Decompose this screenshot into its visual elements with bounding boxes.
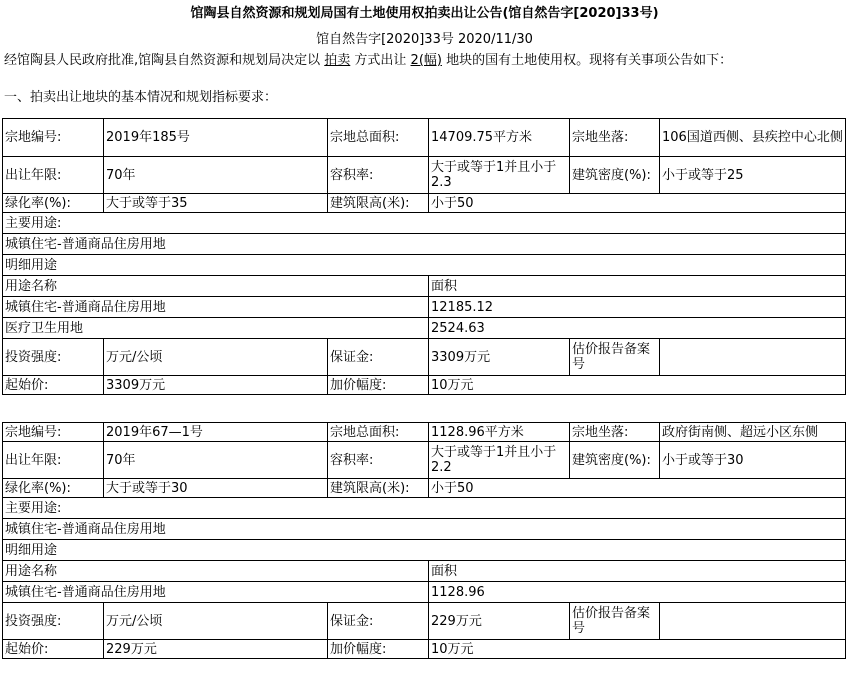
value-green: 大于或等于30 (104, 479, 328, 498)
table-row (3, 376, 846, 395)
label-use-name: 用途名称 (3, 276, 429, 297)
value-location: 106国道西侧、县疾控中心北侧 (660, 119, 846, 157)
value-main-use: 城镇住宅-普通商品住房用地 (3, 234, 846, 255)
use-name: 城镇住宅-普通商品住房用地 (3, 582, 429, 603)
label-height-limit: 建筑限高(米): (328, 479, 429, 498)
value-invest: 万元/公顷 (104, 603, 328, 640)
value-term: 70年 (104, 442, 328, 479)
table-row (3, 276, 846, 297)
announcement-title: 馆陶县自然资源和规划局国有土地使用权拍卖出让公告(馆自然告字[2020]33号) (190, 6, 659, 21)
value-start-price: 229万元 (104, 640, 328, 659)
label-appraisal: 估价报告备案号 (570, 339, 660, 376)
value-far: 大于或等于1并且小于2.3 (429, 157, 570, 194)
label-use-name: 用途名称 (3, 561, 429, 582)
label-total-area: 宗地总面积: (328, 119, 429, 157)
value-main-use: 城镇住宅-普通商品住房用地 (3, 519, 846, 540)
table-row (3, 582, 846, 603)
use-name: 城镇住宅-普通商品住房用地 (3, 297, 429, 318)
table-row (3, 255, 846, 276)
table-row (3, 119, 846, 157)
value-total-area: 1128.96平方米 (429, 423, 570, 442)
label-detail-use: 明细用途 (3, 540, 846, 561)
value-height-limit: 小于50 (429, 194, 846, 213)
table-row (3, 640, 846, 659)
label-area: 面积 (429, 561, 846, 582)
value-height-limit: 小于50 (429, 479, 846, 498)
table-row (3, 603, 846, 640)
table-row (3, 442, 846, 479)
label-far: 容积率: (328, 442, 429, 479)
intro-text-2: 方式出让 (350, 53, 411, 68)
use-area: 1128.96 (429, 582, 846, 603)
label-density: 建筑密度(%): (570, 157, 660, 194)
table-row (3, 540, 846, 561)
table-row (3, 561, 846, 582)
label-total-area: 宗地总面积: (328, 423, 429, 442)
label-height-limit: 建筑限高(米): (328, 194, 429, 213)
table-row (3, 498, 846, 519)
value-location: 政府街南侧、超远小区东侧 (660, 423, 846, 442)
sale-method: 拍卖 (324, 53, 351, 68)
label-start-price: 起始价: (3, 376, 104, 395)
label-invest: 投资强度: (3, 603, 104, 640)
label-density: 建筑密度(%): (570, 442, 660, 479)
label-appraisal: 估价报告备案号 (570, 603, 660, 640)
label-start-price: 起始价: (3, 640, 104, 659)
value-green: 大于或等于35 (104, 194, 328, 213)
value-parcel-no: 2019年67—1号 (104, 423, 328, 442)
table-row (3, 423, 846, 442)
label-increment: 加价幅度: (328, 640, 429, 659)
label-parcel-no: 宗地编号: (3, 119, 104, 157)
table-row (3, 234, 846, 255)
use-name: 医疗卫生用地 (3, 318, 429, 339)
label-term: 出让年限: (3, 442, 104, 479)
value-start-price: 3309万元 (104, 376, 328, 395)
intro-paragraph (4, 49, 732, 68)
use-area: 2524.63 (429, 318, 846, 339)
label-invest: 投资强度: (3, 339, 104, 376)
value-appraisal (660, 603, 846, 640)
label-main-use: 主要用途: (3, 498, 846, 519)
label-green: 绿化率(%): (3, 194, 104, 213)
table-row (3, 318, 846, 339)
label-far: 容积率: (328, 157, 429, 194)
table-row (3, 479, 846, 498)
parcel-table-1 (2, 118, 846, 395)
value-increment: 10万元 (429, 376, 846, 395)
label-area: 面积 (429, 276, 846, 297)
intro-text-1: 经馆陶县人民政府批准,馆陶县自然资源和规划局决定以 (4, 53, 325, 68)
value-deposit: 3309万元 (429, 339, 570, 376)
label-term: 出让年限: (3, 157, 104, 194)
use-area: 12185.12 (429, 297, 846, 318)
label-parcel-no: 宗地编号: (3, 423, 104, 442)
value-term: 70年 (104, 157, 328, 194)
label-deposit: 保证金: (328, 603, 429, 640)
label-main-use: 主要用途: (3, 213, 846, 234)
value-appraisal (660, 339, 846, 376)
value-increment: 10万元 (429, 640, 846, 659)
label-location: 宗地坐落: (570, 423, 660, 442)
label-green: 绿化率(%): (3, 479, 104, 498)
parcel-table-2 (2, 422, 846, 659)
label-deposit: 保证金: (328, 339, 429, 376)
table-row (3, 339, 846, 376)
value-invest: 万元/公顷 (104, 339, 328, 376)
value-density: 小于或等于30 (660, 442, 846, 479)
section-heading: 一、拍卖出让地块的基本情况和规划指标要求： (4, 90, 278, 105)
value-parcel-no: 2019年185号 (104, 119, 328, 157)
value-density: 小于或等于25 (660, 157, 846, 194)
parcel-count: 2(幅) (410, 53, 442, 68)
table-row (3, 157, 846, 194)
intro-text-3: 地块的国有土地使用权。现将有关事项公告如下： (441, 53, 733, 68)
document-number: 馆自然告字[2020]33号 2020/11/30 (316, 32, 533, 47)
label-increment: 加价幅度: (328, 376, 429, 395)
table-row (3, 297, 846, 318)
value-total-area: 14709.75平方米 (429, 119, 570, 157)
table-row (3, 194, 846, 213)
label-detail-use: 明细用途 (3, 255, 846, 276)
value-deposit: 229万元 (429, 603, 570, 640)
table-row (3, 519, 846, 540)
label-location: 宗地坐落: (570, 119, 660, 157)
table-row (3, 213, 846, 234)
value-far: 大于或等于1并且小于2.2 (429, 442, 570, 479)
